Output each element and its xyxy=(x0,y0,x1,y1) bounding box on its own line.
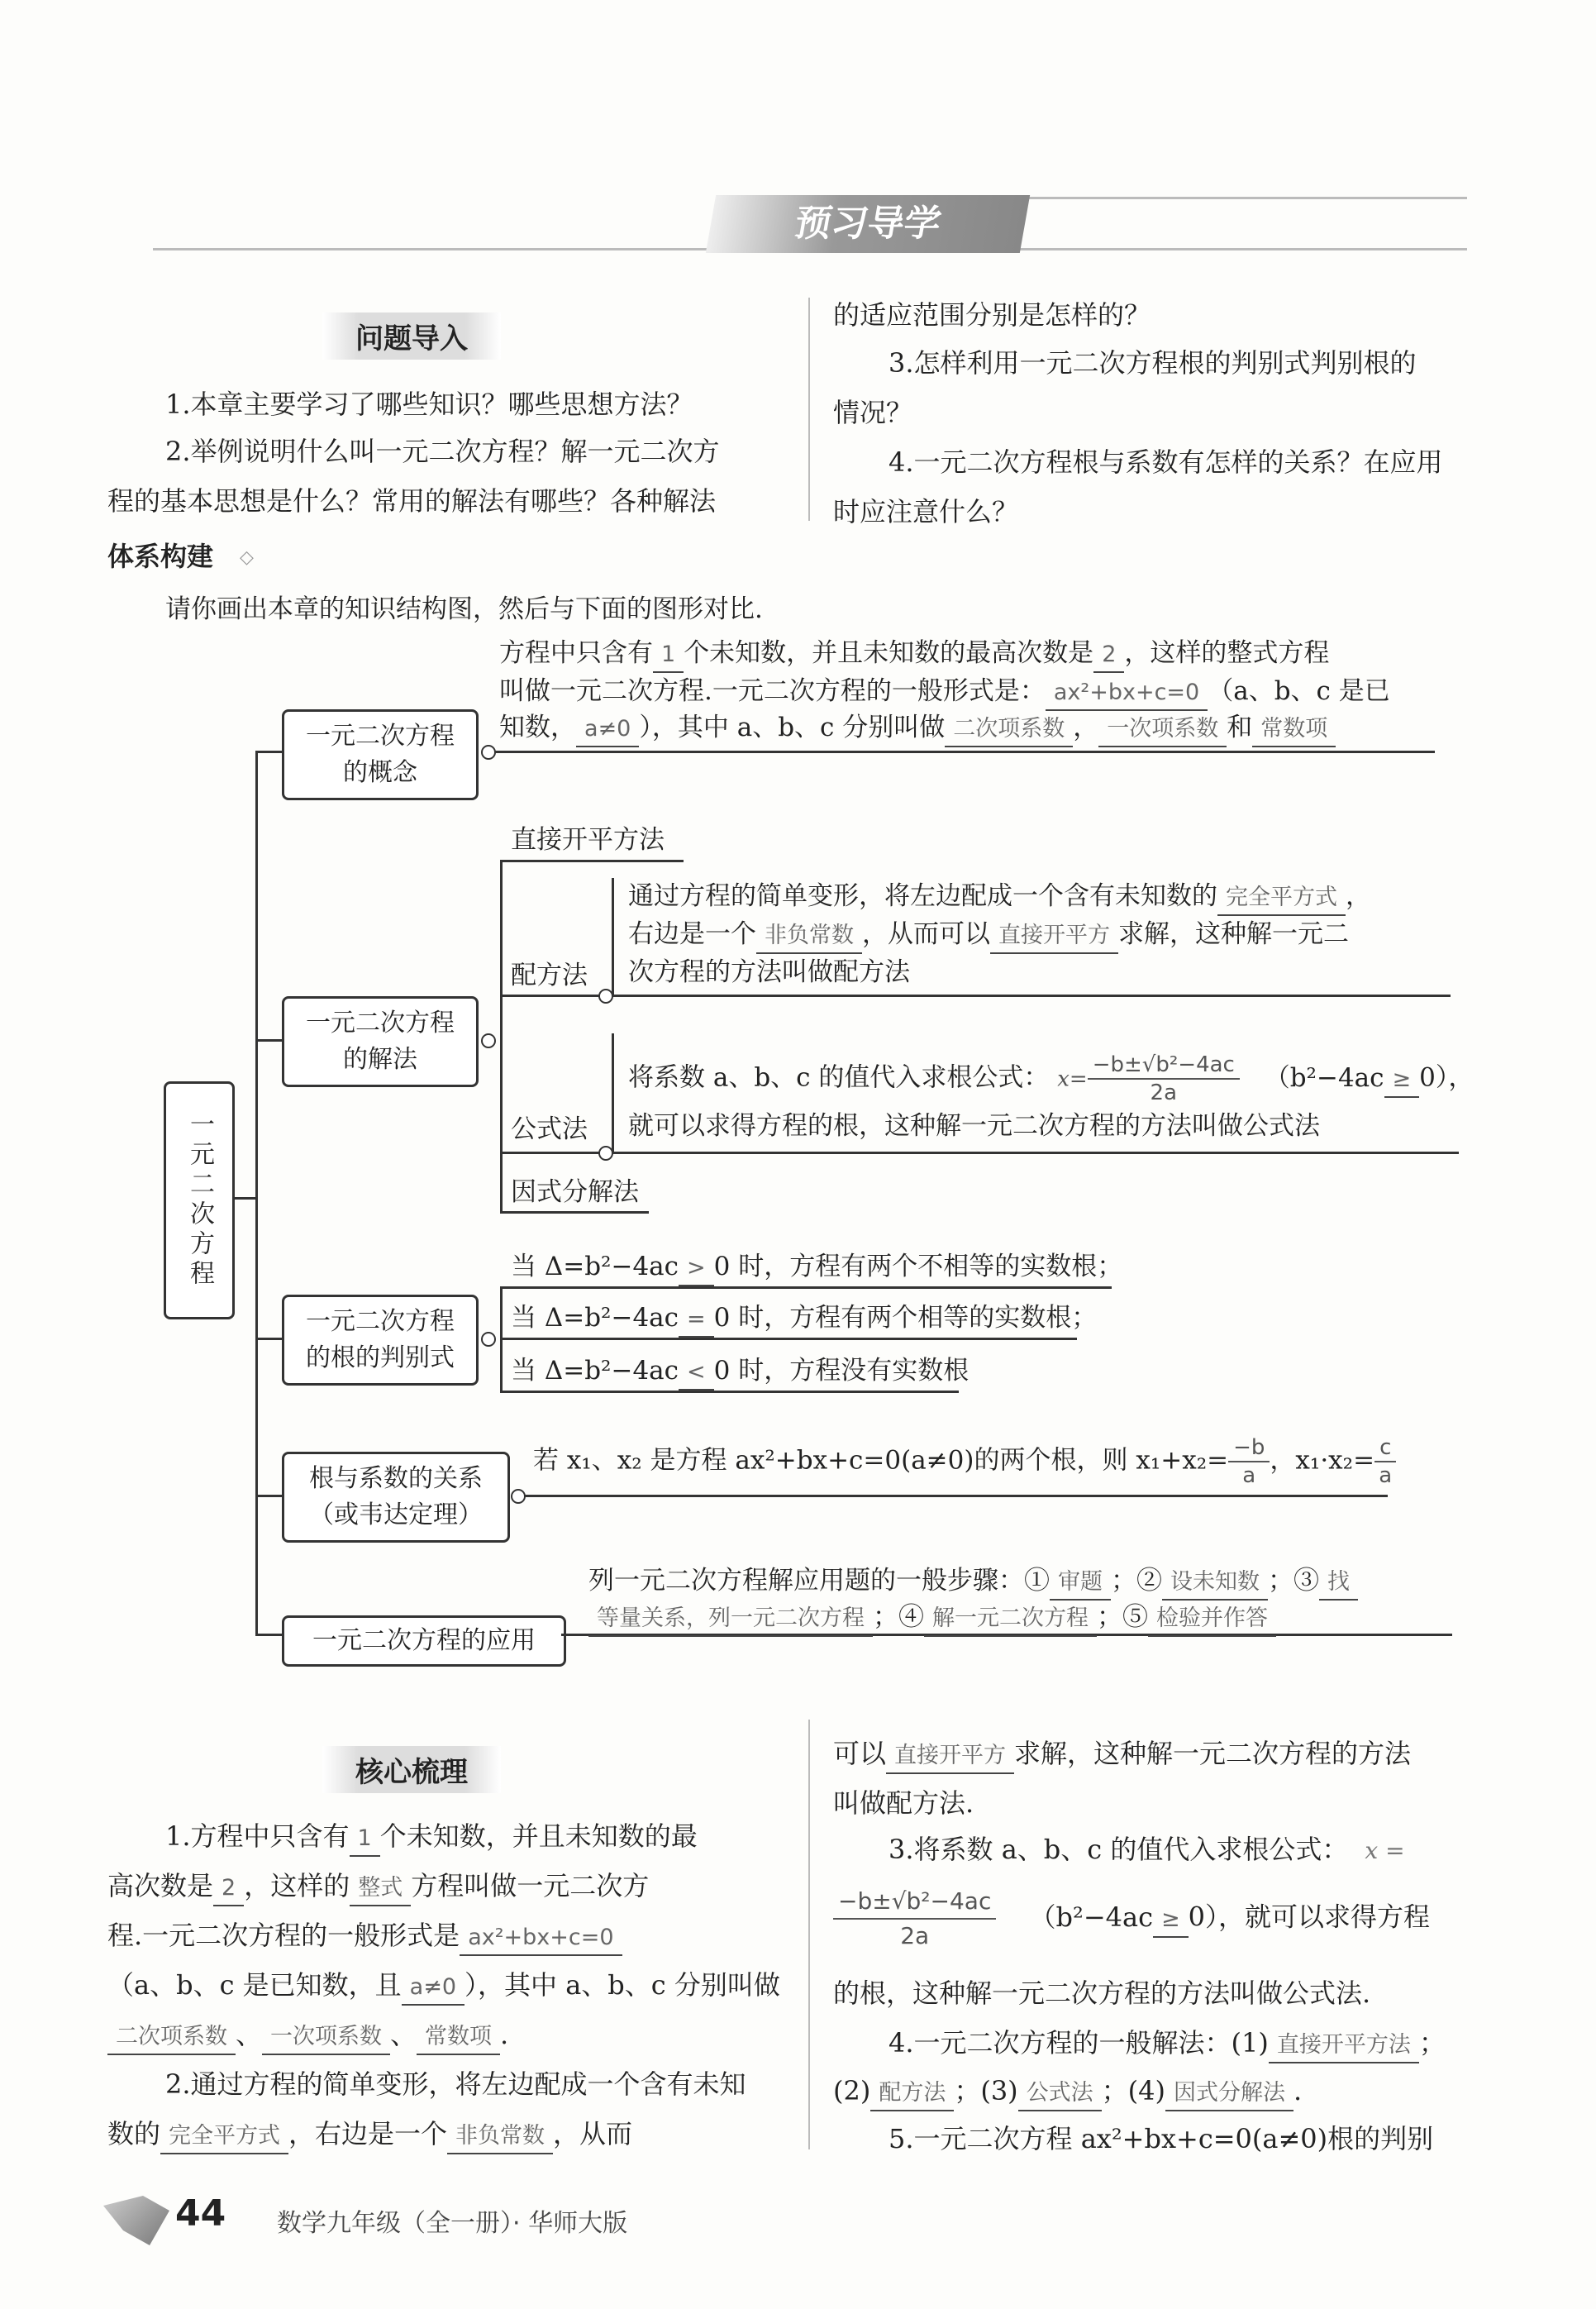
branch-3 xyxy=(255,1338,283,1340)
footer-page-icon xyxy=(103,2196,169,2245)
branch-2 xyxy=(255,1039,283,1042)
disc-branch-1 xyxy=(500,1286,1112,1289)
core-p3-line2: $\frac{\text{−b±√b²−4ac}}{2a}$ （b²−4ac ≥ 0），就可以求得方程 xyxy=(833,1885,1430,1953)
app-node: 一元二次方程的应用 xyxy=(282,1615,566,1667)
vieta-line xyxy=(524,1495,1388,1497)
map-root: 一元二次方程 xyxy=(164,1081,235,1319)
solve-branch-3 xyxy=(500,1152,1459,1154)
square-text-2: 右边是一个 非负常数 ，从而可以 直接开平方 求解，这种解一元二 xyxy=(628,916,1349,954)
concept-node: 一元二次方程的概念 xyxy=(282,709,479,800)
core-p3-line1: 3.将系数 a、b、c 的值代入求根公式： x = xyxy=(889,1834,1405,1865)
intro-q2c: 的适应范围分别是怎样的？ xyxy=(833,299,1151,331)
footer-book: 数学九年级（全一册）· 华师大版 xyxy=(277,2209,628,2238)
core-p4-line1: 4.一元二次方程的一般解法：(1) 直接开平方法 ； xyxy=(889,2017,1446,2068)
disc-rule-1: 当 Δ=b²−4ac > 0 时，方程有两个不相等的实数根； xyxy=(511,1248,1122,1286)
column-divider xyxy=(808,1720,810,2149)
intro-q4b: 时应注意什么？ xyxy=(833,496,1019,527)
method-complete-square: 配方法 xyxy=(511,961,588,990)
trunk xyxy=(255,751,258,1635)
method-factor: 因式分解法 xyxy=(511,1177,639,1207)
core-p2-line1: 2.通过方程的简单变形，将左边配成一个含有未知 xyxy=(165,2068,746,2100)
vieta-text: 若 x₁、x₂ 是方程 ax²+bx+c=0(a≠0)的两个根，则 x₁+x₂= $\frac{-b}{a}$ ，x₁·x₂= $\frac{c}{a}$ xyxy=(533,1434,1396,1489)
core-p3-line3: 的根，这种解一元二次方程的方法叫做公式法. xyxy=(833,1977,1371,2009)
square-bracket xyxy=(612,878,614,995)
concept-line2: 叫做一元二次方程.一元二次方程的一般形式是： ax²+bx+c=0 （a、b、c 是已 xyxy=(499,673,1390,711)
intro-q3b: 情况？ xyxy=(833,397,913,428)
core-p2-line2: 数的 完全平方式 ，右边是一个 非负常数 ，从而 xyxy=(107,2108,632,2159)
disc-node: 一元二次方程的根的判别式 xyxy=(282,1295,479,1386)
core-p5-line1: 5.一元二次方程 ax²+bx+c=0(a≠0)根的判别 xyxy=(889,2123,1434,2154)
diamond-icon: ◇ xyxy=(240,547,254,568)
core-p4-line2: (2) 配方法 ；(3) 公式法 ；(4) 因式分解法 . xyxy=(833,2065,1302,2116)
banner-line-right xyxy=(1025,197,1467,199)
solve-node: 一元二次方程的解法 xyxy=(282,996,479,1087)
disc-branch-2 xyxy=(500,1338,1077,1340)
footer-page-number: 44 xyxy=(175,2192,226,2235)
disc-rule-2: 当 Δ=b²−4ac = 0 时，方程有两个相等的实数根； xyxy=(511,1300,1097,1338)
disc-branch-3 xyxy=(500,1391,959,1393)
system-heading: 体系构建 xyxy=(107,541,214,572)
vieta-node: 根与系数的关系（或韦达定理） xyxy=(282,1452,510,1543)
concept-line3: 知数， a≠0 ），其中 a、b、c 分别叫做 二次项系数 ， 一次项系数 和 常数项 xyxy=(499,709,1336,747)
core-p2-line3: 可以 直接开平方 求解，这种解一元二次方程的方法 xyxy=(833,1728,1411,1779)
intro-q1: 1.本章主要学习了哪些知识？哪些思想方法？ xyxy=(165,389,693,420)
solve-trunk xyxy=(500,860,503,1211)
root-connector xyxy=(232,1197,257,1200)
solve-branch-2 xyxy=(500,995,1451,997)
intro-q3a: 3.怎样利用一元二次方程根的判别式判别根的 xyxy=(889,347,1417,379)
core-p1-line4: （a、b、c 是已知数，且 a≠0 ），其中 a、b、c 分别叫做 xyxy=(107,1959,780,2011)
app-steps-1: 列一元二次方程解应用题的一般步骤：① 审题 ；② 设未知数 ；③ 找 xyxy=(588,1562,1358,1601)
concept-line1: 方程中只含有 1 个未知数，并且未知数的最高次数是 2 ，这样的整式方程 xyxy=(499,635,1329,673)
intro-q2a: 2.举例说明什么叫一元二次方程？解一元二次方 xyxy=(165,436,720,467)
method-formula: 公式法 xyxy=(511,1114,588,1144)
square-text-1: 通过方程的简单变形，将左边配成一个含有未知数的 完全平方式 ， xyxy=(628,878,1371,916)
system-instruction: 请你画出本章的知识结构图，然后与下面的图形对比. xyxy=(165,594,763,624)
formula-text-1: 将系数 a、b、c 的值代入求根公式： x= $\frac{\text{−b±√b²−4ac}}{2a}$ （b²−4ac ≥ 0）， xyxy=(628,1052,1475,1105)
core-p1-line5: 二次项系数 、 一次项系数 、 常数项 . xyxy=(107,2009,508,2060)
core-p2-line4: 叫做配方法. xyxy=(833,1787,974,1819)
formula-bracket xyxy=(612,1033,614,1152)
disc-dot xyxy=(481,1332,496,1347)
banner-title: 预习导学 xyxy=(706,195,1030,253)
core-p1-line1: 1.方程中只含有 1 个未知数，并且未知数的最 xyxy=(165,1810,698,1862)
square-text-3: 次方程的方法叫做配方法 xyxy=(628,957,910,987)
solve-branch-4 xyxy=(500,1211,649,1214)
core-p1-line3: 程.一元二次方程的一般形式是 ax²+bx+c=0 xyxy=(107,1910,622,1961)
solve-dot xyxy=(481,1033,496,1048)
app-steps-2: 等量关系，列一元二次方程 ；④ 解一元二次方程 ；⑤ 检验并作答 xyxy=(588,1599,1276,1637)
method-direct: 直接开平方法 xyxy=(511,825,665,855)
formula-text-2: 就可以求得方程的根，这种解一元二次方程的方法叫做公式法 xyxy=(628,1111,1320,1141)
solve-branch-1 xyxy=(500,860,684,862)
column-divider-top xyxy=(808,298,810,521)
branch-5 xyxy=(255,1634,283,1636)
intro-q4a: 4.一元二次方程根与系数有怎样的关系？在应用 xyxy=(889,446,1443,478)
disc-rule-3: 当 Δ=b²−4ac < 0 时，方程没有实数根 xyxy=(511,1352,969,1391)
intro-q2b: 程的基本思想是什么？常用的解法有哪些？各种解法 xyxy=(107,485,717,517)
intro-heading: 问题导入 xyxy=(322,312,501,360)
branch-1 xyxy=(255,751,283,753)
branch-4 xyxy=(255,1495,283,1497)
concept-line xyxy=(494,751,1435,753)
core-heading: 核心梳理 xyxy=(322,1746,501,1793)
core-p1-line2: 高次数是 2 ，这样的 整式 方程叫做一元二次方 xyxy=(107,1860,649,1911)
